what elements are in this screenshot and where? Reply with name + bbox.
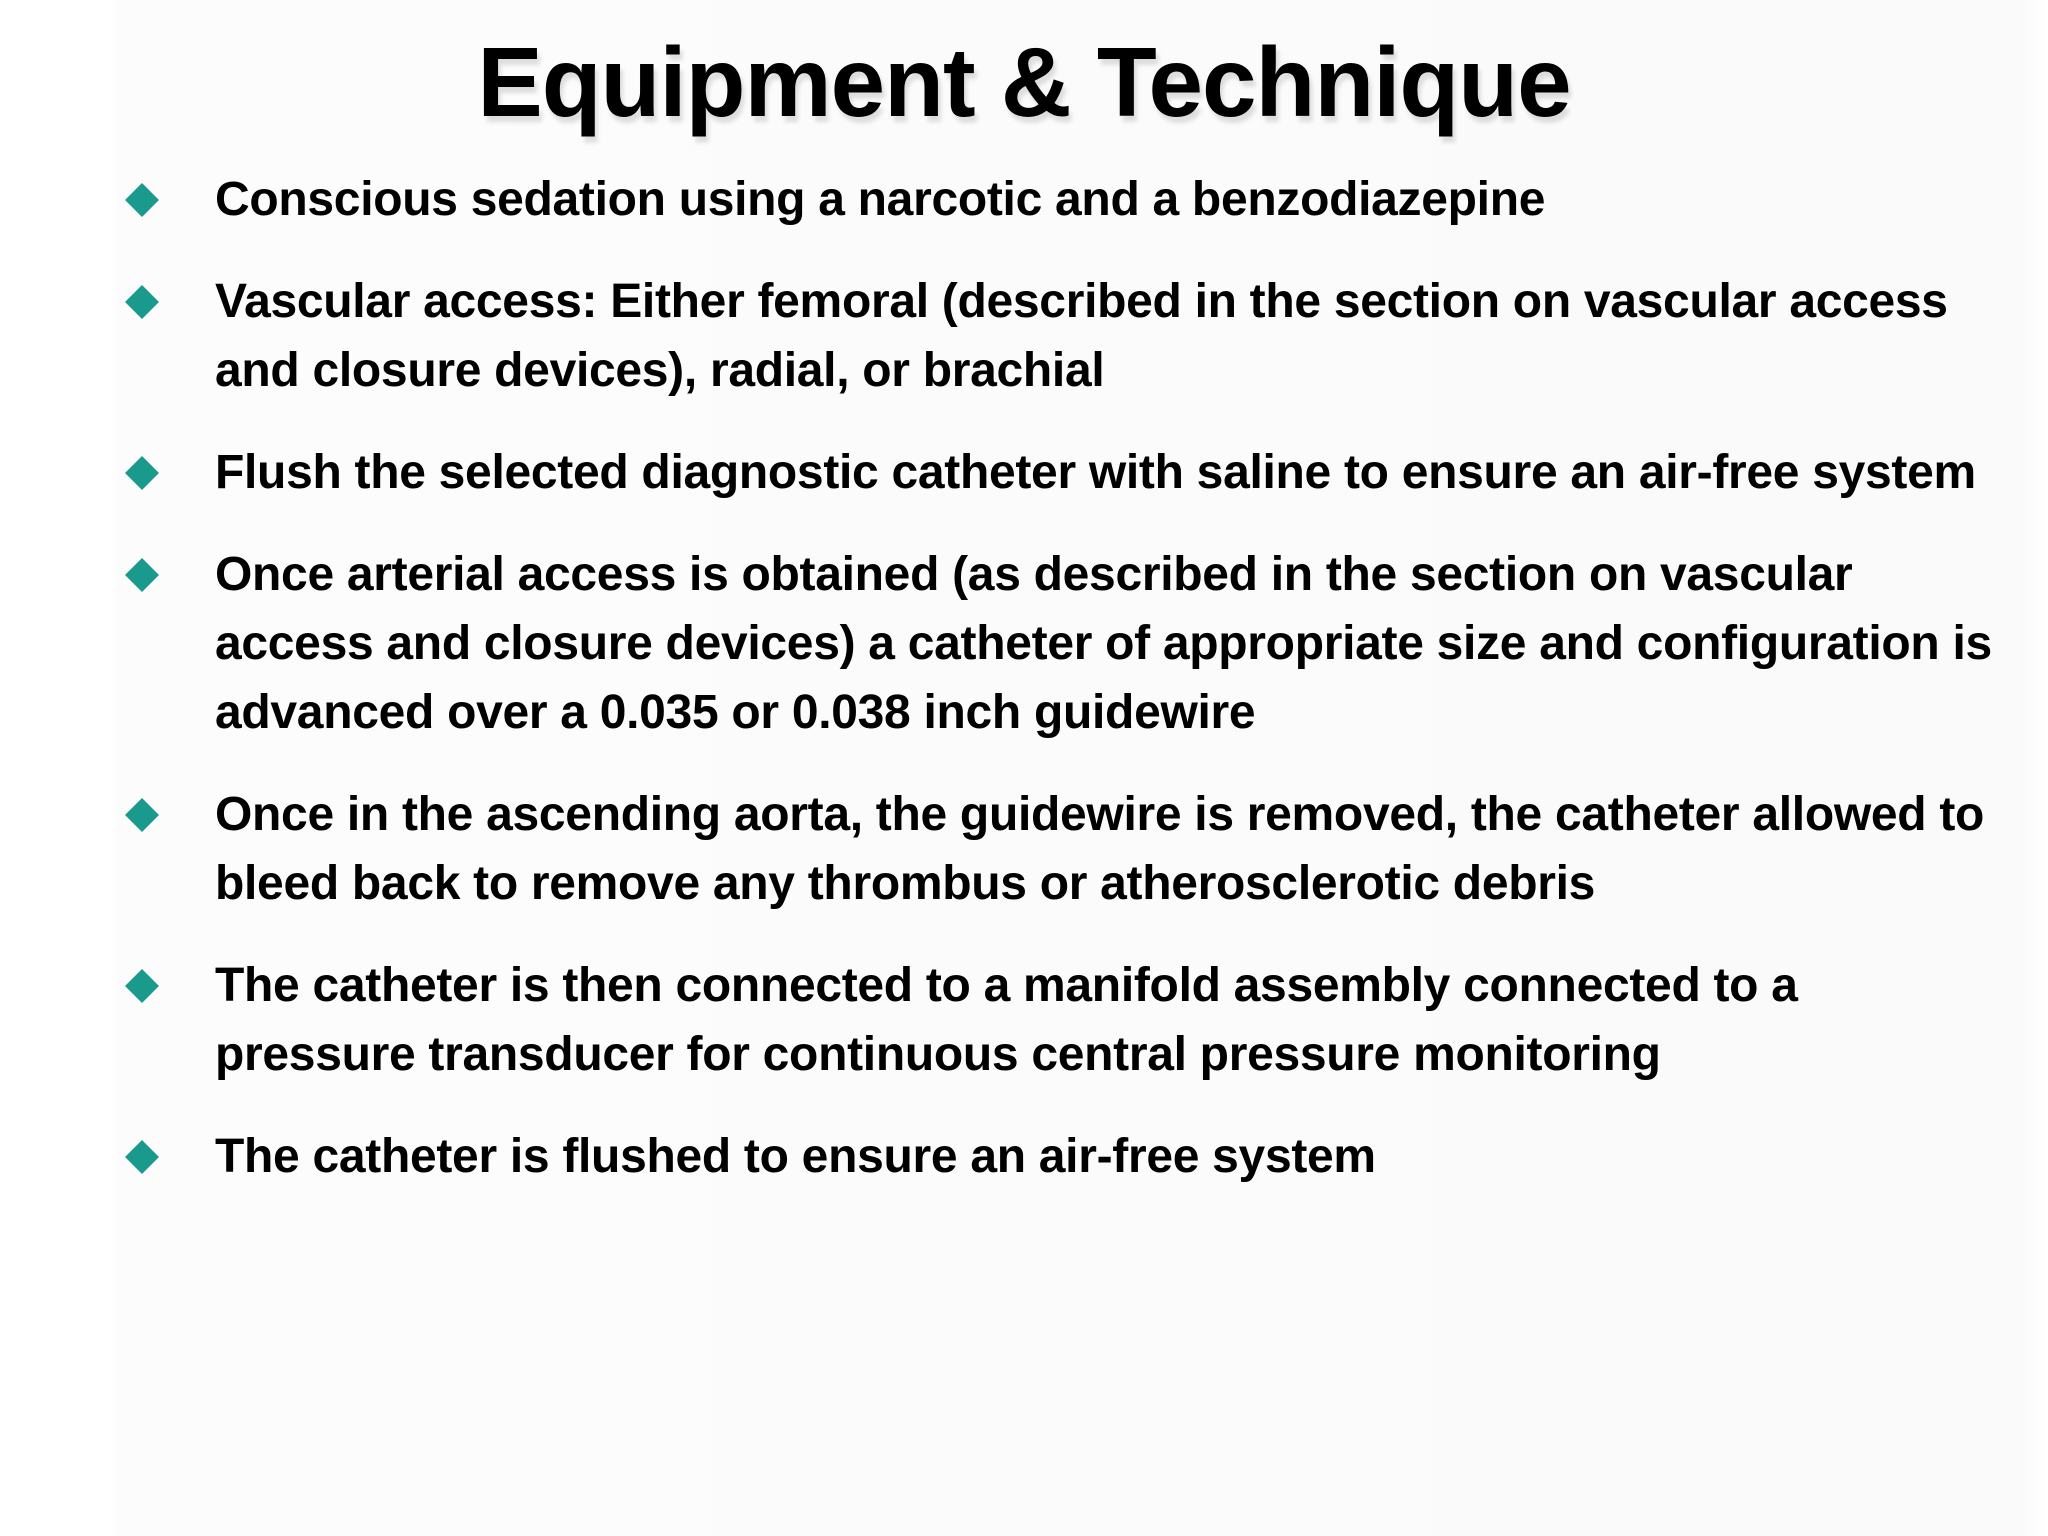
bullet-list [122,165,2002,1224]
diamond-icon [125,558,159,592]
list-item [122,780,2002,918]
bullet-text: Vascular access: Either femoral (described in the section on vascular access and closure devices), radial, or brachial [215,275,1948,397]
list-item [122,438,2002,507]
bullet-text: The catheter is then connected to a manifold assembly connected to a pressure transducer for continuous central pressure monitoring [215,959,1798,1081]
bullet-text: Conscious sedation using a narcotic and a benzodiazepine [215,173,1546,226]
diamond-icon [125,285,159,319]
list-item [122,540,2002,747]
diamond-icon [125,183,159,217]
diamond-icon [125,1140,159,1174]
slide-title: Equipment & Technique [477,27,1571,137]
diamond-icon [125,969,159,1003]
diamond-icon [125,798,159,832]
bullet-text: The catheter is flushed to ensure an air-free system [215,1130,1376,1183]
list-item [122,1122,2002,1191]
bullet-text: Once in the ascending aorta, the guidewire is removed, the catheter allowed to bleed back to remove any thrombus or atherosclerotic debris [215,788,1985,910]
list-item [122,951,2002,1089]
list-item [122,165,2002,234]
list-item [122,267,2002,405]
diamond-icon [125,456,159,490]
bullet-text: Once arterial access is obtained (as described in the section on vascular access and closure devices) a catheter of appropriate size and configuration is advanced over a 0.035 or 0.038 inch guidewire [215,548,1992,739]
bullet-text: Flush the selected diagnostic catheter with saline to ensure an air-free system [215,446,1976,499]
